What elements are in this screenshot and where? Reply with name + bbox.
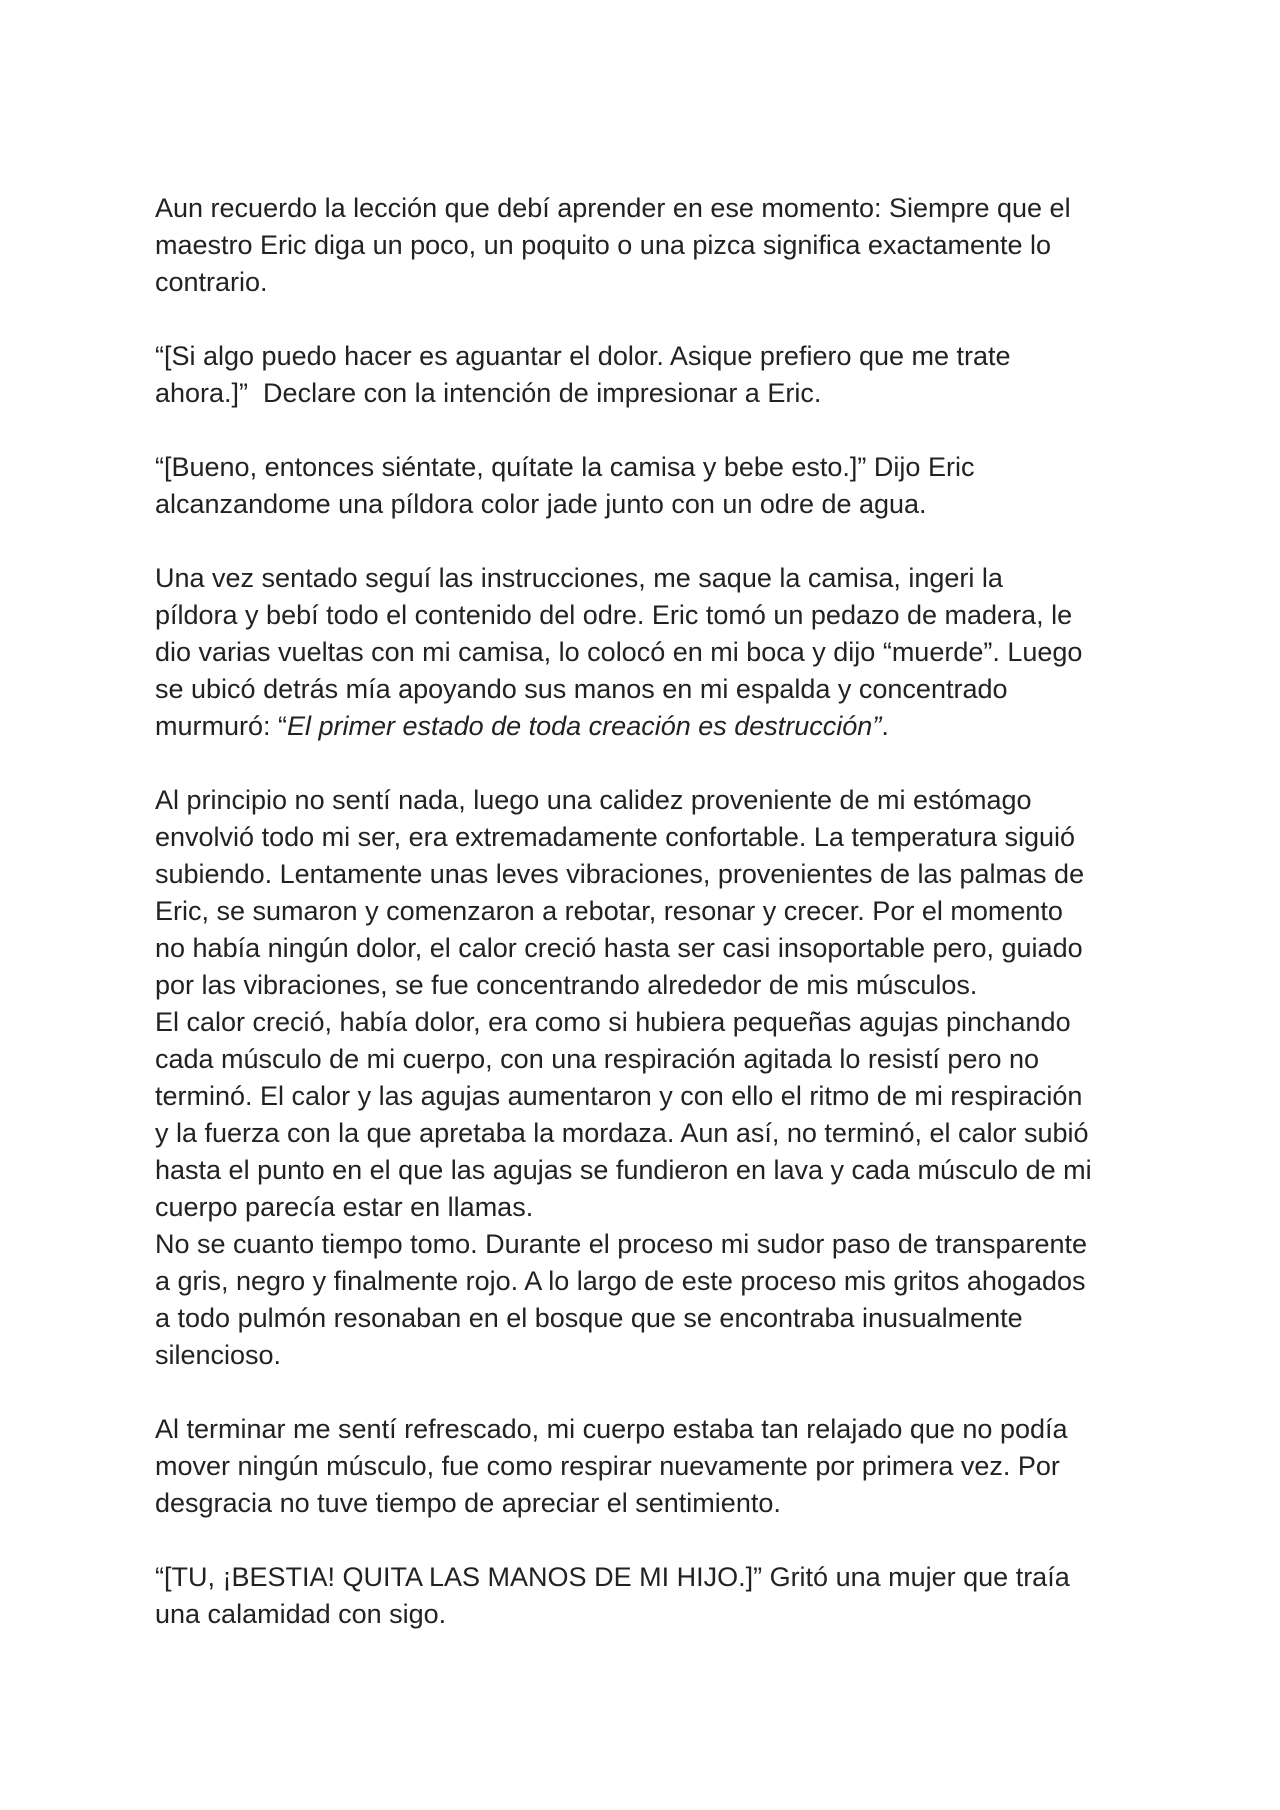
paragraph-7 [155,1559,1145,1633]
text-line: “[Bueno, entonces siéntate, quítate la camisa y bebe esto.]” Dijo Eric [155,452,975,482]
text-line: contrario. [155,267,268,297]
text-line: desgracia no tuve tiempo de apreciar el sentimiento. [155,1488,781,1518]
text-line-with-italic-quote [155,708,1145,745]
document-body [155,190,1145,1633]
text-line: terminó. El calor y las agujas aumentaron y con ello el ritmo de mi respiración [155,1081,1083,1111]
text-line: Al terminar me sentí refrescado, mi cuerpo estaba tan relajado que no podía [155,1414,1068,1444]
text-line: Aun recuerdo la lección que debí aprender en ese momento: Siempre que el [155,193,1071,223]
text-line: mover ningún músculo, fue como respirar nuevamente por primera vez. Por [155,1451,1060,1481]
text-line: subiendo. Lentamente unas leves vibraciones, provenientes de las palmas de [155,859,1085,889]
text-line: silencioso. [155,1340,282,1370]
text-line: a todo pulmón resonaban en el bosque que se encontraba inusualmente [155,1303,1023,1333]
text-line: cuerpo parecía estar en llamas. [155,1192,534,1222]
paragraph-4 [155,560,1145,745]
paragraph-1 [155,190,1145,301]
text-line: hasta el punto en el que las agujas se fundieron en lava y cada músculo de mi [155,1155,1092,1185]
line-suffix: . [881,711,889,741]
text-line: se ubicó detrás mía apoyando sus manos en mi espalda y concentrado [155,674,1008,704]
text-line: por las vibraciones, se fue concentrando alrededor de mis músculos. [155,970,978,1000]
paragraph-2 [155,338,1145,412]
text-line: El calor creció, había dolor, era como si hubiera pequeñas agujas pinchando [155,1007,1071,1037]
text-line: envolvió todo mi ser, era extremadamente confortable. La temperatura siguió [155,822,1076,852]
text-line: No se cuanto tiempo tomo. Durante el proceso mi sudor paso de transparente [155,1229,1088,1259]
text-line: píldora y bebí todo el contenido del odre. Eric tomó un pedazo de madera, le [155,600,1073,630]
text-line: Una vez sentado seguí las instrucciones, me saque la camisa, ingeri la [155,563,1003,593]
paragraph-5 [155,782,1145,1374]
text-line: Eric, se sumaron y comenzaron a rebotar, resonar y crecer. Por el momento [155,896,1063,926]
text-line: no había ningún dolor, el calor creció hasta ser casi insoportable pero, guiado [155,933,1083,963]
italic-quote: El primer estado de toda creación es destrucción” [287,711,882,741]
paragraph-6 [155,1411,1145,1522]
text-line: maestro Eric diga un poco, un poquito o una pizca significa exactamente lo [155,230,1052,260]
paragraph-3 [155,449,1145,523]
text-line: una calamidad con sigo. [155,1599,447,1629]
text-line: dio varias vueltas con mi camisa, lo colocó en mi boca y dijo “muerde”. Luego [155,637,1083,667]
text-line: y la fuerza con la que apretaba la mordaza. Aun así, no terminó, el calor subió [155,1118,1089,1148]
text-line: a gris, negro y finalmente rojo. A lo largo de este proceso mis gritos ahogados [155,1266,1086,1296]
text-line: alcanzandome una píldora color jade junto con un odre de agua. [155,489,927,519]
text-line: cada músculo de mi cuerpo, con una respiración agitada lo resistí pero no [155,1044,1039,1074]
text-line: Al principio no sentí nada, luego una calidez proveniente de mi estómago [155,785,1032,815]
text-line: ahora.]” Declare con la intención de impresionar a Eric. [155,378,822,408]
line-prefix: murmuró: “ [155,711,288,741]
text-line: “[TU, ¡BESTIA! QUITA LAS MANOS DE MI HIJO.]” Gritó una mujer que traía [155,1562,1070,1592]
text-line: “[Si algo puedo hacer es aguantar el dolor. Asique prefiero que me trate [155,341,1011,371]
